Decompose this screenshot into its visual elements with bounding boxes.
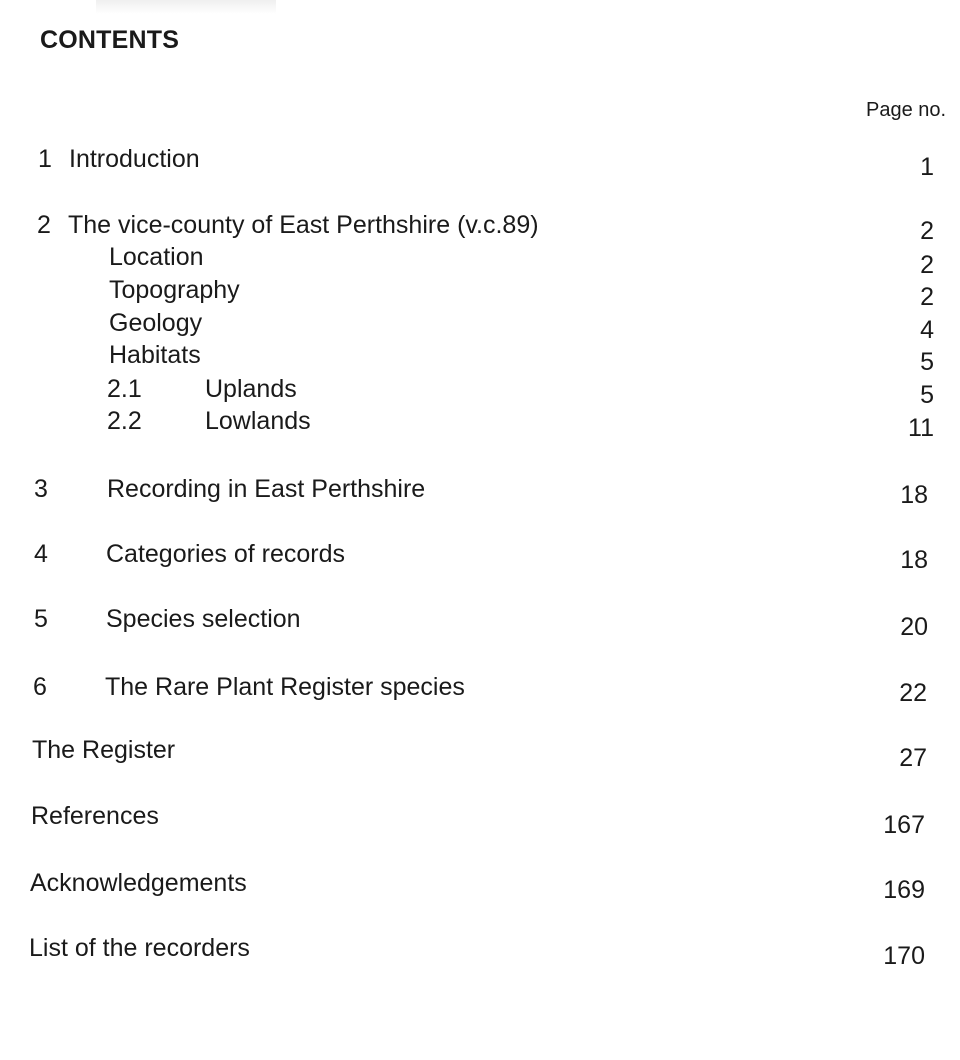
toc-number: 4 — [34, 540, 48, 568]
toc-number: 6 — [33, 673, 47, 701]
toc-subtitle: Habitats — [109, 341, 201, 369]
toc-page: 2 — [920, 217, 934, 245]
toc-number: 2.1 — [107, 375, 142, 403]
toc-page: 169 — [883, 876, 925, 904]
toc-page: 18 — [900, 481, 928, 509]
page-title: CONTENTS — [40, 26, 180, 54]
toc-title: The Rare Plant Register species — [105, 673, 465, 701]
toc-subtitle: Lowlands — [205, 407, 311, 435]
toc-title: Species selection — [106, 605, 301, 633]
toc-page: 2 — [920, 283, 934, 311]
toc-number: 3 — [34, 475, 48, 503]
toc-title: Introduction — [69, 145, 200, 173]
toc-title: List of the recorders — [29, 934, 250, 962]
toc-number: 2.2 — [107, 407, 142, 435]
toc-page: 2 — [920, 251, 934, 279]
toc-page: 27 — [899, 744, 927, 772]
toc-page: 4 — [920, 316, 934, 344]
toc-title: References — [31, 802, 159, 830]
toc-title: The Register — [32, 736, 176, 764]
toc-title: Recording in East Perthshire — [107, 475, 426, 503]
toc-title: The vice-county of East Perthshire (v.c.89) — [68, 211, 539, 239]
toc-page: 167 — [883, 811, 925, 839]
toc-title: Acknowledgements — [30, 869, 247, 897]
toc-subtitle: Uplands — [205, 375, 297, 403]
toc-page: 5 — [920, 348, 934, 376]
toc-number: 5 — [34, 605, 48, 633]
page-number-header: Page no. — [866, 99, 947, 121]
toc-page: 170 — [883, 942, 925, 970]
toc-subtitle: Geology — [109, 309, 203, 337]
toc-subtitle: Topography — [109, 276, 240, 304]
toc-page: 11 — [908, 414, 934, 442]
toc-title: Categories of records — [106, 540, 346, 568]
scan-smudge — [96, 0, 276, 14]
toc-page: 1 — [920, 153, 934, 181]
toc-subtitle: Location — [109, 243, 204, 271]
toc-page: 18 — [900, 546, 928, 574]
toc-page: 20 — [900, 613, 928, 641]
toc-page: 22 — [899, 679, 927, 707]
toc-number: 2 — [37, 211, 51, 239]
toc-page: 5 — [920, 381, 934, 409]
toc-number: 1 — [38, 145, 52, 173]
